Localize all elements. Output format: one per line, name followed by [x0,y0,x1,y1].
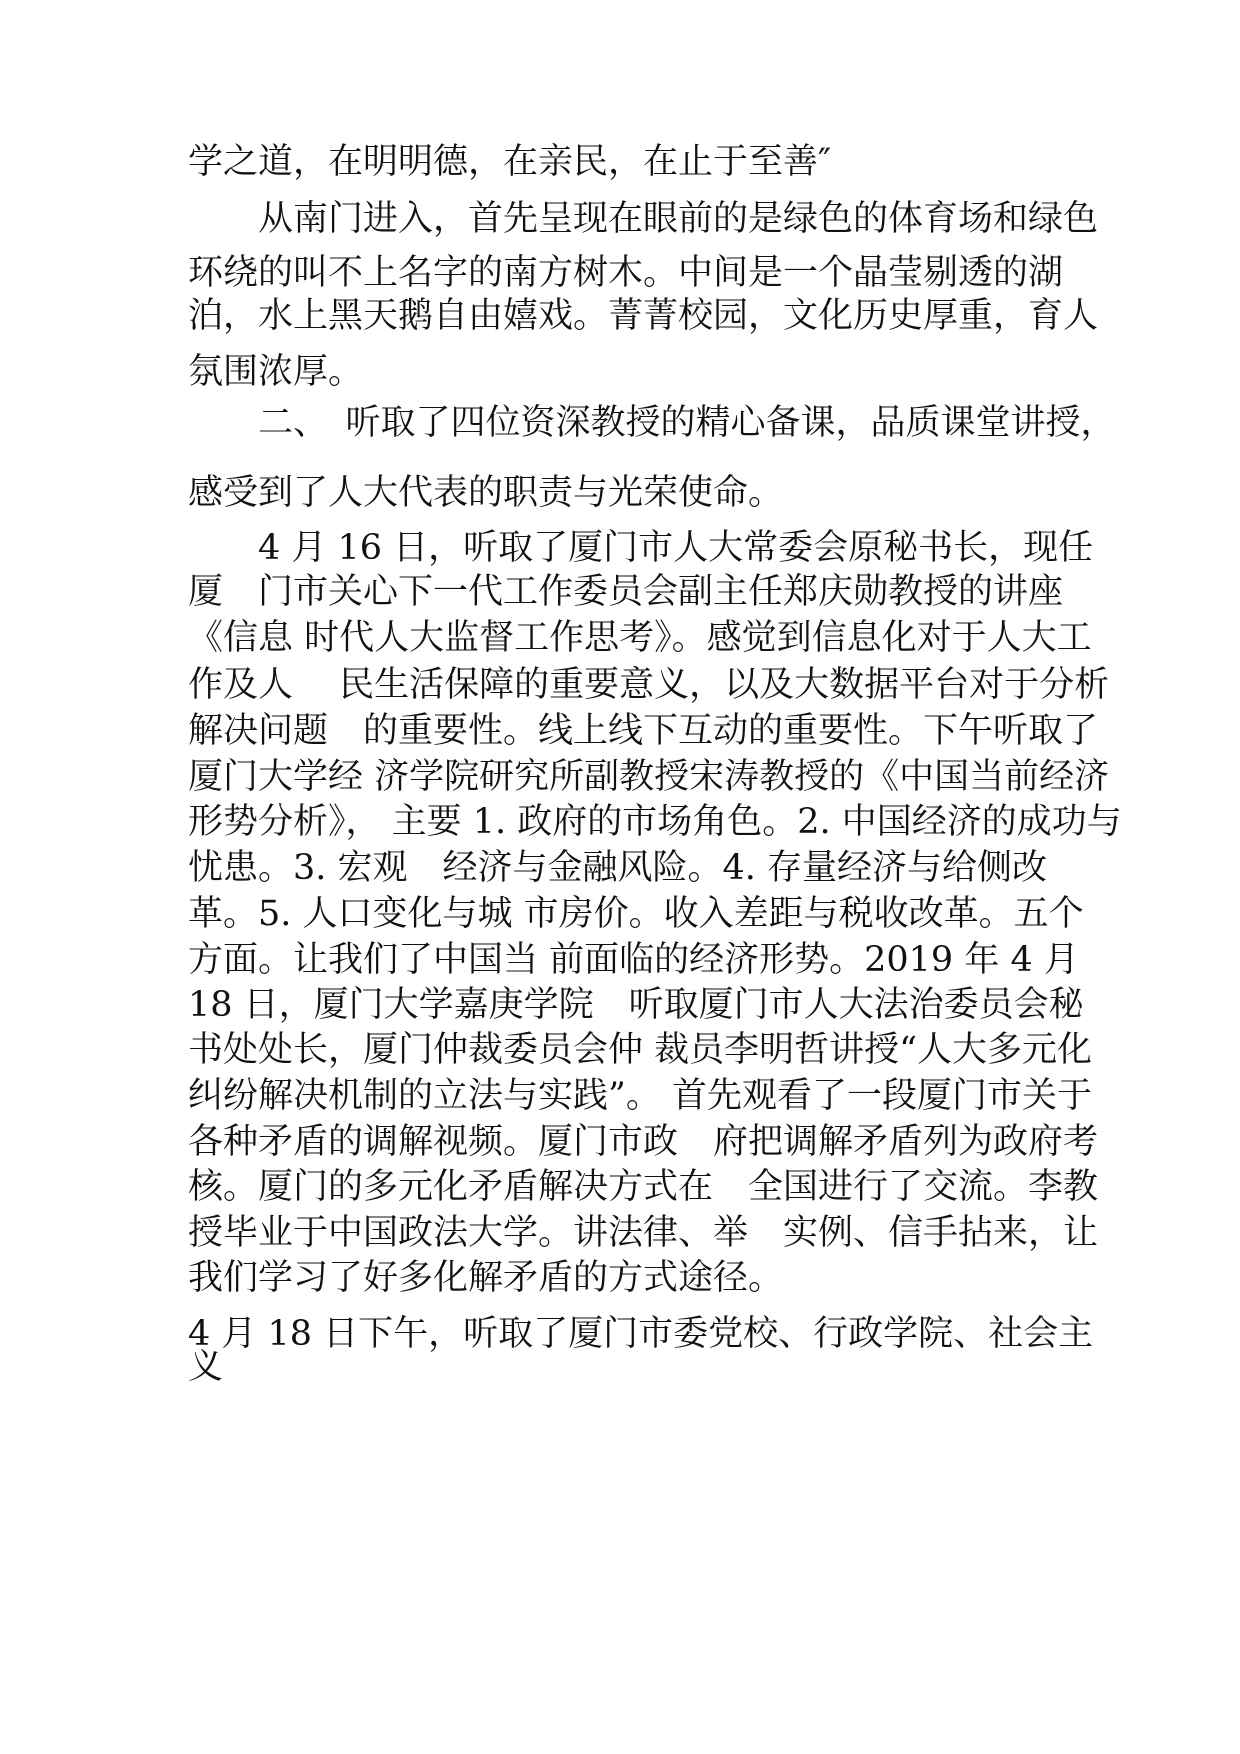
text-line: 解决问题 的重要性。线上线下互动的重要性。下午听取了 [188,711,1099,751]
text-line: 核。厦门的多元化矛盾解决方式在 全国进行了交流。李教 [188,1167,1099,1207]
text-line: 各种矛盾的调解视频。厦门市政 府把调解矛盾列为政府考 [188,1122,1099,1162]
text-line: 学之道，在明明德，在亲民，在止于至善″ [188,142,832,182]
text-line: 氛围浓厚。 [188,352,364,392]
text-line: 4 月 16 日，听取了厦门市人大常委会原秘书长，现任 [188,528,1094,568]
text-line: 感受到了人大代表的职责与光荣使命。 [188,473,784,513]
text-line: 环绕的叫不上名字的南方树木。中间是一个晶莹剔透的湖 [188,253,1064,293]
text-line: 厦 门市关心下一代工作委员会副主任郑庆勋教授的讲座 [188,572,1064,612]
text-line: 授毕业于中国政法大学。讲法律、举 实例、信手拈来，让 [188,1213,1099,1253]
text-line: 书处处长，厦门仲裁委员会仲 裁员李明哲讲授“人大多元化 [188,1030,1093,1070]
text-line: 从南门进入，首先呈现在眼前的是绿色的体育场和绿色 [188,199,1099,239]
text-line: 泊，水上黑天鹅自由嬉戏。菁菁校园，文化历史厚重，育人 [188,296,1099,336]
text-line: 厦门大学经 济学院研究所副教授宋涛教授的《中国当前经济 [188,757,1110,797]
text-line: 4 月 18 日下午，听取了厦门市委党校、行政学院、社会主 [188,1314,1094,1354]
text-line: 《信息 时代人大监督工作思考》。感觉到信息化对于人大工 [188,618,1092,658]
text-line: 我们学习了好多化解矛盾的方式途径。 [188,1258,784,1298]
text-line: 作及人 民生活保障的重要意义，以及大数据平台对于分析 [188,665,1110,705]
text-line: 二、 听取了四位资深教授的精心备课，品质课堂讲授， [188,403,1116,443]
text-line: 纠纷解决机制的立法与实践”。 首先观看了一段厦门市关于 [188,1076,1093,1116]
text-line: 方面。让我们了中国当 前面临的经济形势。2019 年 4 月 [188,940,1079,980]
text-line: 革。5. 人口变化与城 市房价。收入差距与税收改革。五个 [188,894,1084,934]
text-line: 18 日，厦门大学嘉庚学院 听取厦门市人大法治委员会秘 [188,985,1084,1025]
text-line: 义 [188,1347,224,1387]
text-line: 形势分析》， 主要 1. 政府的市场角色。2. 中国经济的成功与 [188,802,1122,842]
text-line: 忧患。3. 宏观 经济与金融风险。4. 存量经济与给侧改 [188,848,1048,888]
